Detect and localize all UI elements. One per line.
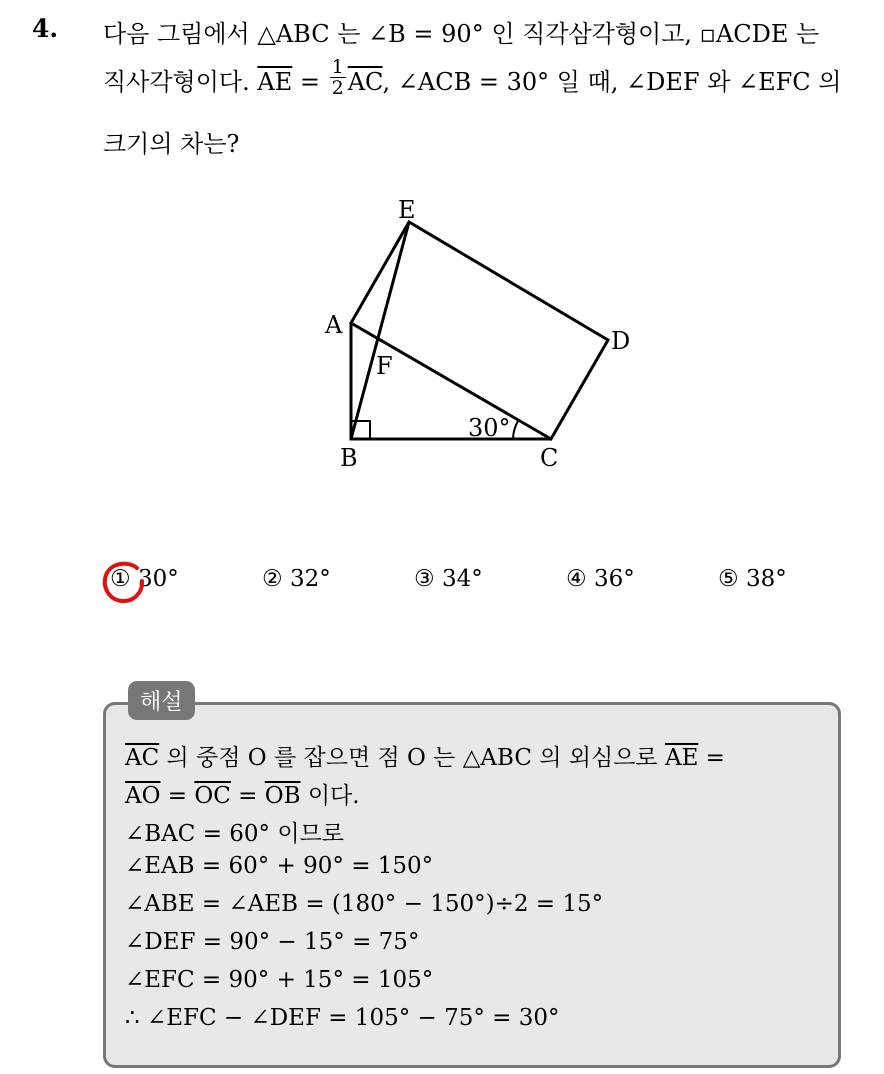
- solution-line-5: ∠ABE = ∠AEB = (180° − 150°)÷2 = 15°: [125, 891, 604, 917]
- q-text-tail: , ∠ACB = 30° 일 때, ∠DEF 와 ∠EFC 의: [382, 68, 842, 96]
- choice-3-value: 34°: [441, 566, 483, 592]
- angle-label-30: 30°: [468, 414, 511, 442]
- solution-line-8: ∴ ∠EFC − ∠DEF = 105° − 75° = 30°: [125, 1005, 560, 1031]
- choice-3[interactable]: [414, 566, 483, 592]
- question-text-line-3: 크기의 차는?: [103, 130, 240, 158]
- choice-2-number: ②: [262, 566, 283, 592]
- choice-4-number: ④: [566, 566, 587, 592]
- segment-ac: $\overline{AC}$: [347, 68, 383, 96]
- choice-4-value: 36°: [593, 566, 635, 592]
- label-c: C: [540, 444, 559, 472]
- segment-ac-sol: $\overline{AC}$: [125, 745, 160, 771]
- label-e: E: [398, 196, 416, 224]
- question-text-line-1: 다음 그림에서 △ABC 는 ∠B = 90° 인 직각삼각형이고, ▫ACDE 는: [103, 20, 820, 48]
- sol-text-1-end: =: [698, 745, 725, 771]
- q-text: 직사각형이다.: [103, 68, 258, 96]
- solution-line-4: ∠EAB = 60° + 90° = 150°: [125, 853, 434, 879]
- sol-eq-2: =: [230, 783, 265, 809]
- solution-line-7: ∠EFC = 90° + 15° = 105°: [125, 967, 434, 993]
- label-b: B: [340, 444, 358, 472]
- label-a: A: [325, 311, 343, 339]
- choice-1-value: 30°: [137, 566, 179, 592]
- segment-ao: $\overline{AO}$: [125, 783, 161, 809]
- choice-2-value: 32°: [289, 566, 331, 592]
- segment-ae-sol: $\overline{AE}$: [664, 745, 699, 771]
- choice-5-value: 38°: [745, 566, 787, 592]
- choice-3-number: ③: [414, 566, 435, 592]
- choice-2[interactable]: [262, 566, 331, 592]
- angle-arc-c: [513, 421, 518, 439]
- equals: =: [292, 68, 328, 96]
- question-number: 4.: [32, 14, 59, 43]
- choice-1-number: ①: [110, 566, 131, 592]
- choice-4[interactable]: [566, 566, 635, 592]
- question-text-line-2: [103, 56, 842, 104]
- choice-5[interactable]: [718, 566, 787, 592]
- sol-text-1: 의 중점 O 를 잡으면 점 O 는 △ABC 의 외심으로: [159, 745, 665, 771]
- fraction-one-half: [330, 57, 346, 98]
- rectangle-acde: [351, 222, 608, 439]
- segment-be: [351, 222, 409, 439]
- frac-denominator: 2: [331, 77, 344, 99]
- sol-text-2-end: 이다.: [300, 783, 360, 809]
- label-d: D: [611, 327, 631, 355]
- segment-oc: $\overline{OC}$: [194, 783, 231, 809]
- frac-numerator: 1: [331, 56, 344, 78]
- solution-tag: 해설: [128, 681, 195, 720]
- solution-line-2: [125, 777, 360, 810]
- geometry-diagram: [320, 190, 640, 480]
- selected-answer-circle: [101, 559, 147, 605]
- label-f: F: [376, 352, 393, 380]
- choice-5-number: ⑤: [718, 566, 739, 592]
- segment-ob: $\overline{OB}$: [264, 783, 301, 809]
- solution-line-6: ∠DEF = 90° − 15° = 75°: [125, 929, 420, 955]
- sol-eq-1: =: [160, 783, 195, 809]
- solution-line-3: ∠BAC = 60° 이므로: [125, 821, 345, 847]
- segment-ae: $\overline{AE}$: [257, 68, 293, 96]
- solution-line-1: [125, 739, 725, 772]
